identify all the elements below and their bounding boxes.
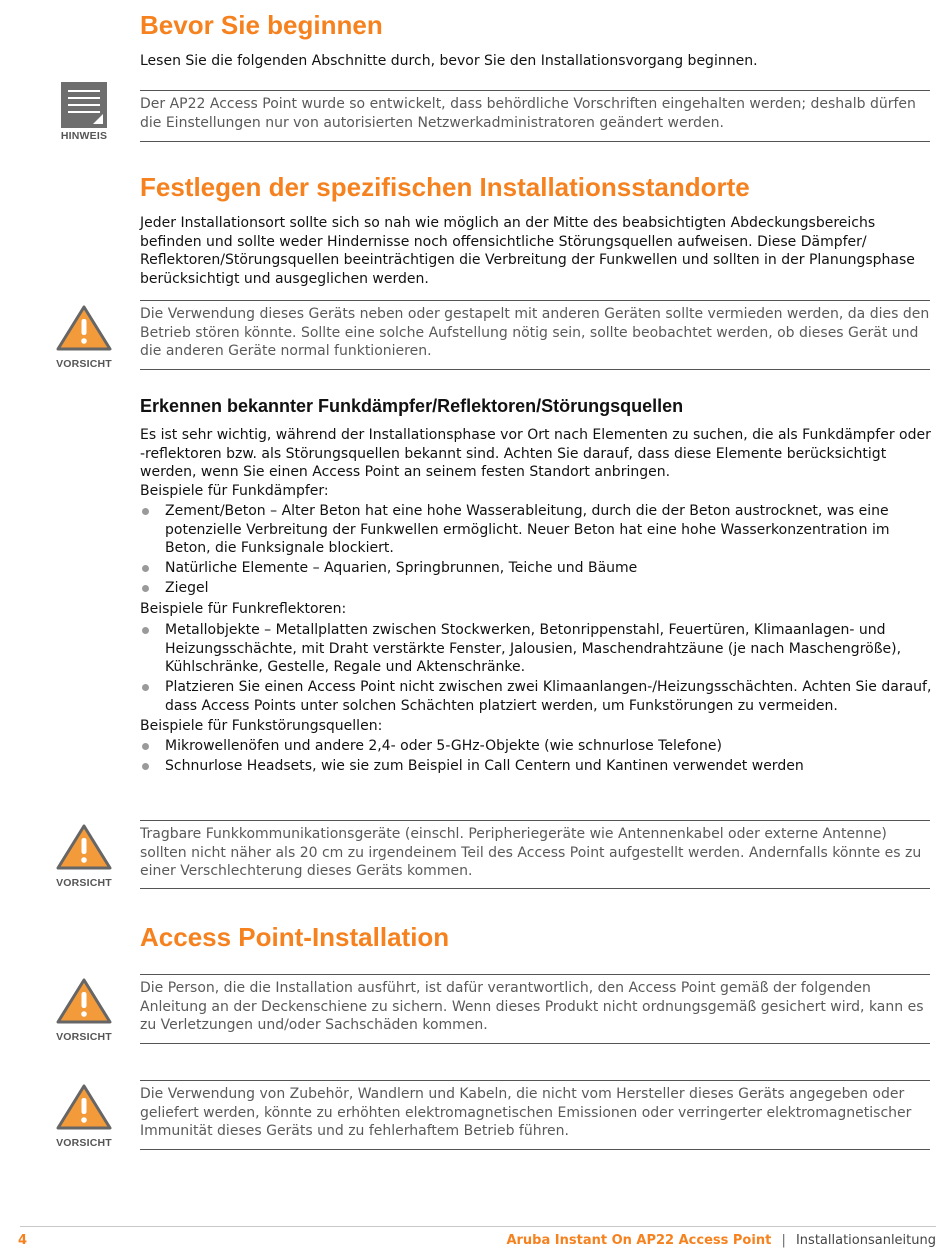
caution-text: Die Verwendung dieses Geräts neben oder gestapelt mit anderen Geräten sollte vermieden werden, da dies den Betrieb stören könnte. Sollte eine solche Aufstellung nötig sein, sollte beobachtet werden, ob dieses Gerät und die anderen Geräte normal funktionieren.	[140, 306, 930, 359]
footer-doc-type: Installationsanleitung	[795, 1233, 936, 1248]
heading-installationsstandorte: Festlegen der spezifischen Installationsstandorte	[140, 172, 750, 202]
caution-box	[140, 300, 930, 370]
caution-icon	[55, 304, 113, 352]
funkdaempfer-intro: Es ist sehr wichtig, während der Installationsphase vor Ort nach Elementen zu suchen, die als Funkdämpfer oder -reflektoren bzw. als Störungsquellen bekannt sind. Achten Sie darauf, dass diese Elemente berücksichtigt werden, wenn Sie einen Access Point an seinem festen Standort anbringen.	[140, 427, 931, 480]
list-item: Metallobjekte – Metallplatten zwischen Stockwerken, Betonrippenstahl, Feuertüren, Klimaanlagen- und Heizungsschächte, mit Draht verstärkte Fenster, Jalousien, Maschendrahtzäune (je nach Maschengröße), Kühlschränke, Gestelle, Regale und Aktenschränke.	[140, 621, 932, 677]
caution-label: VORSICHT	[56, 1031, 112, 1043]
damper-list	[140, 502, 932, 599]
list-item: Platzieren Sie einen Access Point nicht zwischen zwei Klimaanlangen-/Heizungsschächten. Achten Sie darauf, dass Access Points unter solchen Schächten platziert werden, um Funkstörungen zu vermeiden.	[140, 678, 932, 715]
interference-list	[140, 737, 932, 777]
interference-title: Beispiele für Funkstörungsquellen:	[140, 718, 383, 734]
caution-icon	[55, 823, 113, 871]
list-item: Ziegel	[140, 579, 932, 598]
reflector-list	[140, 621, 932, 717]
installationsstandorte-text: Jeder Installationsort sollte sich so nah wie möglich an der Mitte des beabsichtigten Abdeckungsbereichs befinden und sollte weder Hindernisse noch offensichtliche Störungsquellen aufweisen. Diese Dämpfer/ Reflektoren/Störungsquellen beeinträchtigen die Verbreitung der Funkwellen und sollten in der Planungsphase berücksichtigt und ausgeglichen werden.	[140, 215, 915, 287]
footer-separator: |	[781, 1233, 786, 1248]
caution-box	[140, 974, 930, 1044]
caution-callout-icon	[53, 1083, 115, 1149]
caution-label: VORSICHT	[56, 1137, 112, 1149]
page-number: 4	[18, 1233, 28, 1248]
footer-title	[506, 1233, 936, 1248]
note-callout-icon	[53, 82, 115, 142]
caution-box	[140, 820, 930, 889]
caution-callout-icon	[53, 304, 115, 370]
list-item: Zement/Beton – Alter Beton hat eine hohe Wasserableitung, durch die der Beton austrocknet, was eine potenzielle Verbreitung der Funkwellen ermöglicht. Neuer Beton hat eine hohe Wasserkonzentration im Beton, die Funksignale blockiert.	[140, 502, 932, 558]
heading-bevor-sie-beginnen: Bevor Sie beginnen	[140, 10, 383, 40]
caution-icon	[55, 977, 113, 1025]
footer-product: Aruba Instant On AP22 Access Point	[506, 1233, 772, 1248]
caution-label: VORSICHT	[56, 358, 112, 370]
note-text: Der AP22 Access Point wurde so entwickelt, dass behördliche Vorschriften eingehalten werden; deshalb dürfen die Einstellungen nur von autorisierten Netzwerkadministratoren geändert werden.	[140, 96, 916, 131]
caution-text: Die Verwendung von Zubehör, Wandlern und Kabeln, die nicht vom Hersteller dieses Geräts angegeben oder geliefert werden, könnte zu erhöhten elektromagnetischen Emissionen oder verringerter elektromagnetischer Immunität dieses Geräts und zu fehlerhaftem Betrieb führen.	[140, 1086, 912, 1139]
caution-icon	[55, 1083, 113, 1131]
heading-access-point-installation: Access Point-Installation	[140, 922, 450, 952]
reflector-title: Beispiele für Funkreflektoren:	[140, 601, 347, 617]
damper-title: Beispiele für Funkdämpfer:	[140, 483, 329, 499]
list-item: Mikrowellenöfen und andere 2,4- oder 5-GHz-Objekte (wie schnurlose Telefone)	[140, 737, 932, 756]
caution-label: VORSICHT	[56, 877, 112, 889]
caution-text: Tragbare Funkkommunikationsgeräte (einschl. Peripheriegeräte wie Antennenkabel oder externe Antenne) sollten nicht näher als 20 cm zu irgendeinem Teil des Access Point aufgestellt werden. Andernfalls könnte es zu einer Verschlechterung dieses Geräts kommen.	[140, 826, 922, 879]
caution-callout-icon	[53, 823, 115, 889]
intro-text: Lesen Sie die folgenden Abschnitte durch, bevor Sie den Installationsvorgang beginnen.	[140, 53, 758, 69]
note-label: HINWEIS	[60, 130, 108, 142]
caution-callout-icon	[53, 977, 115, 1043]
caution-text: Die Person, die die Installation ausführt, ist dafür verantwortlich, den Access Point gemäß der folgenden Anleitung an der Deckenschiene zu sichern. Wenn dieses Produkt nicht ordnungsgemäß gesichert wird, kann es zu Verletzungen und/oder Sachschäden kommen.	[140, 980, 924, 1033]
list-item: Schnurlose Headsets, wie sie zum Beispiel in Call Centern und Kantinen verwendet werden	[140, 757, 932, 776]
footer-divider	[20, 1226, 936, 1227]
note-box	[140, 90, 930, 142]
note-icon	[61, 82, 107, 128]
list-item: Natürliche Elemente – Aquarien, Springbrunnen, Teiche und Bäume	[140, 559, 932, 578]
caution-box	[140, 1080, 930, 1150]
heading-funkdaempfer: Erkennen bekannter Funkdämpfer/Reflektoren/Störungsquellen	[140, 396, 684, 416]
